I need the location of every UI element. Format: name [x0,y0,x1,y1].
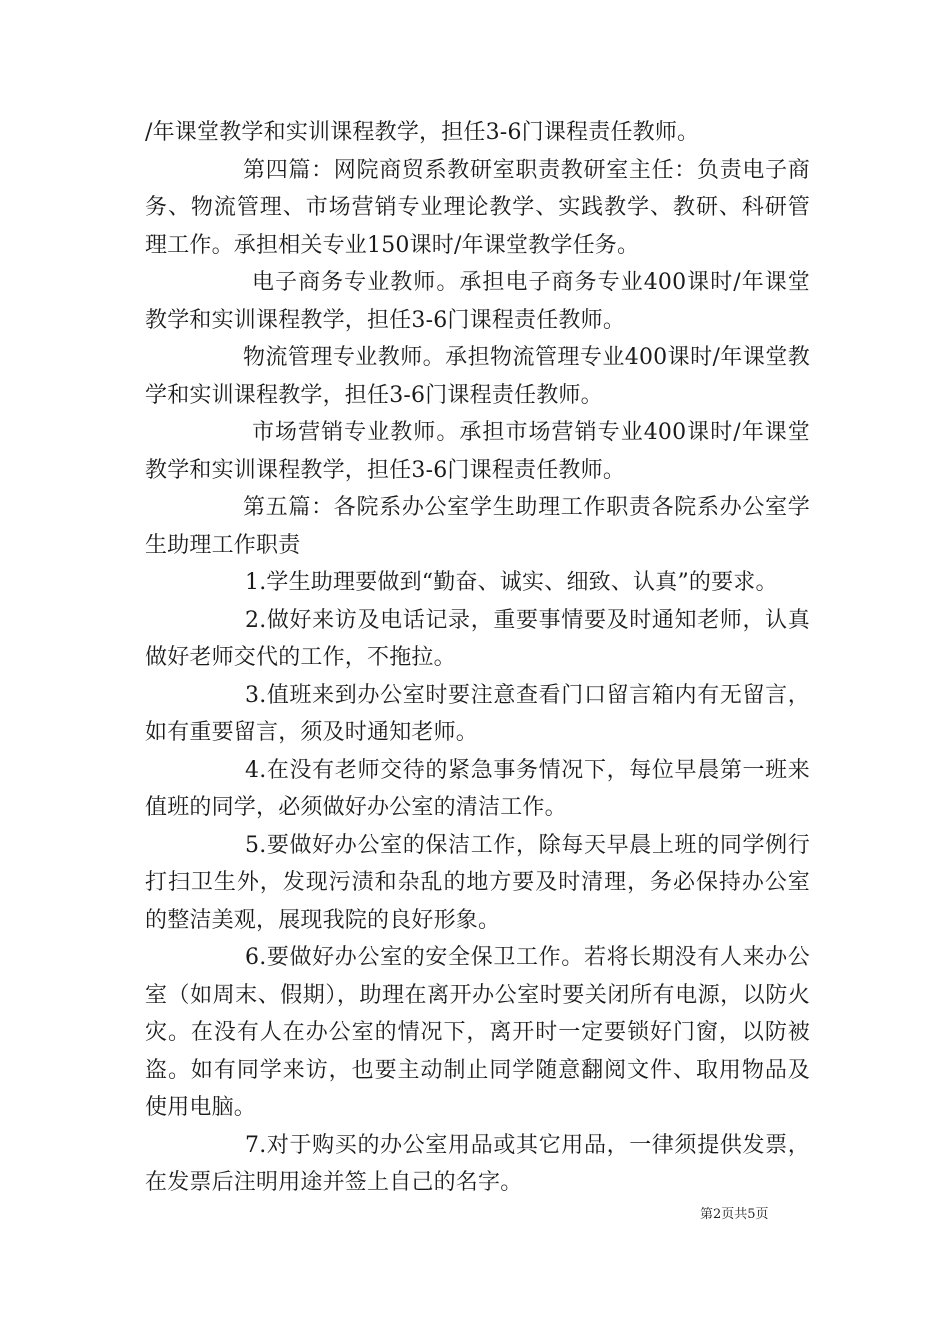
list-item-1: 1.学生助理要做到“勤奋、诚实、细致、认真”的要求。 [245,570,778,595]
page-number-label: 第2页共5页 [700,1207,769,1222]
list-item-4: 4.在没有老师交待的紧急事务情况下，每位早晨第一班来值班的同学，必须做好办公室的清洁工作。 [145,757,810,820]
paragraph-marketing-teacher: 市场营销专业教师。承担市场营销专业400课时/年课堂教学和实训课程教学，担任3-6门课程责任教师。 [145,420,810,483]
list-item-6: 6.要做好办公室的安全保卫工作。若将长期没有人来办公室（如周末、假期），助理在离开办公室时要关闭所有电源，以防火灾。在没有人在办公室的情况下，离开时一定要锁好门窗，以防被盗。如有同学来访，也要主动制止同学随意翻阅文件、取用物品及使用电脑。 [145,945,810,1120]
document-body [145,114,810,1202]
list-item-3: 3.值班来到办公室时要注意查看门口留言箱内有无留言，如有重要留言，须及时通知老师。 [145,682,810,745]
paragraph-logistics-teacher: 物流管理专业教师。承担物流管理专业400课时/年课堂教学和实训课程教学，担任3-6门课程责任教师。 [145,345,810,408]
page-footer [700,1203,820,1222]
list-item-5: 5.要做好办公室的保洁工作，除每天早晨上班的同学例行打扫卫生外，发现污渍和杂乱的地方要及时清理，务必保持办公室的整洁美观，展现我院的良好形象。 [145,832,810,933]
paragraph-chapter-four: 第四篇：网院商贸系教研室职责教研室主任：负责电子商务、物流管理、市场营销专业理论教学、实践教学、教研、科研管理工作。承担相关专业150课时/年课堂教学任务。 [145,157,810,258]
paragraph-continuation: /年课堂教学和实训课程教学，担任3-6门课程责任教师。 [145,120,700,145]
paragraph-ecommerce-teacher: 电子商务专业教师。承担电子商务专业400课时/年课堂教学和实训课程教学，担任3-6门课程责任教师。 [145,270,810,333]
paragraph-chapter-five: 第五篇：各院系办公室学生助理工作职责各院系办公室学生助理工作职责 [145,495,810,558]
list-item-7: 7.对于购买的办公室用品或其它用品，一律须提供发票，在发票后注明用途并签上自己的名字。 [145,1132,810,1195]
list-item-2: 2.做好来访及电话记录，重要事情要及时通知老师，认真做好老师交代的工作，不拖拉。 [145,607,810,670]
